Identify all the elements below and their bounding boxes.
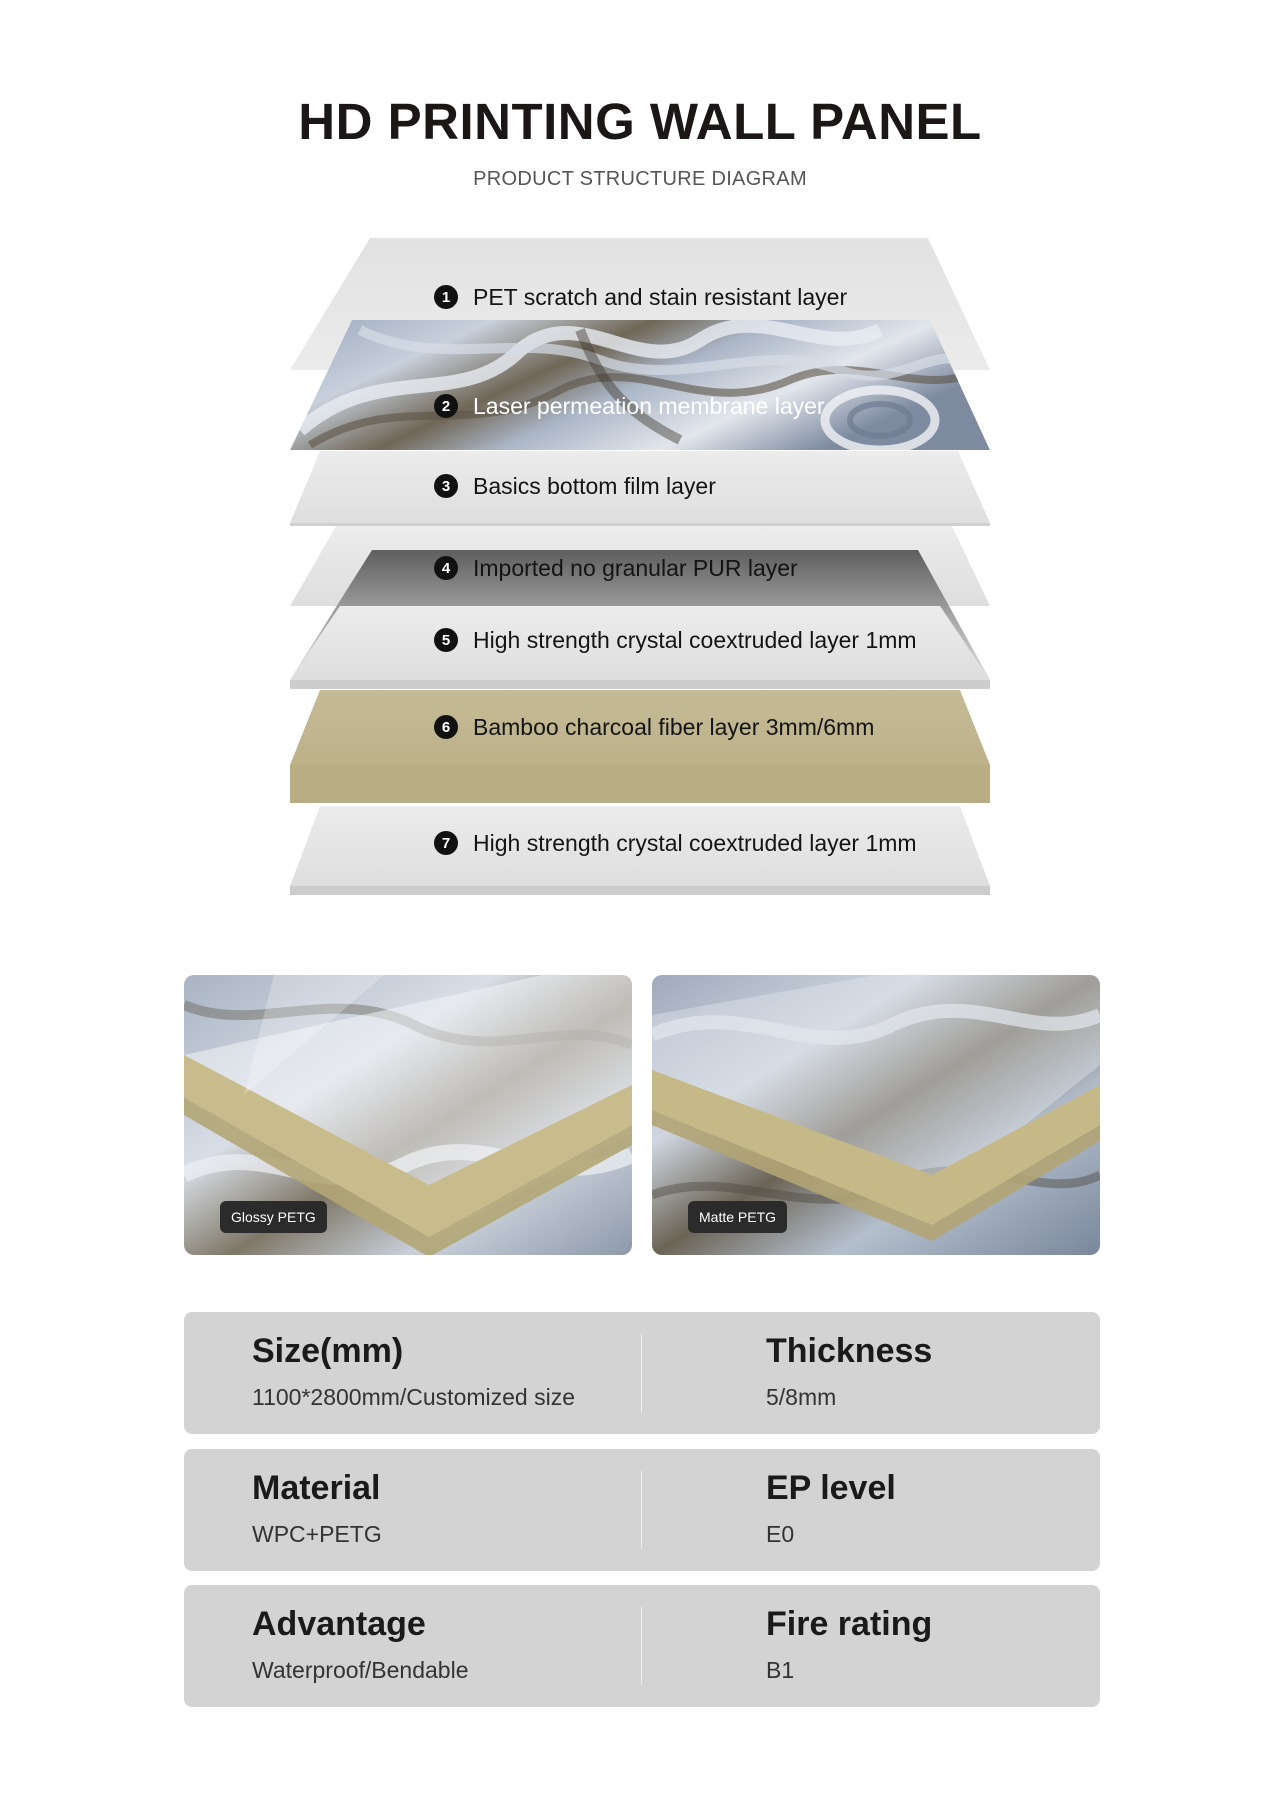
layer-7-label-group: [434, 830, 917, 856]
spec-ep-level-label: EP level: [766, 1469, 896, 1507]
layer-7-number: 7: [441, 835, 451, 852]
spec-material-value: WPC+PETG: [252, 1521, 382, 1547]
layer-4-number: 4: [441, 560, 451, 577]
spec-divider: [641, 1471, 642, 1549]
glossy-badge: Glossy PETG: [220, 1201, 327, 1233]
layer-2-shape: [290, 320, 990, 450]
page-title: HD PRINTING WALL PANEL: [298, 93, 982, 150]
spec-thickness-value: 5/8mm: [766, 1384, 837, 1410]
layer-6-label-group: [434, 714, 874, 740]
spec-row-size-thickness: [184, 1312, 1100, 1434]
layer-3-number: 3: [441, 478, 451, 495]
layer-5-number: 5: [441, 632, 451, 649]
spec-advantage-label: Advantage: [252, 1605, 426, 1643]
layer-6-number: 6: [441, 719, 451, 736]
page-subtitle: PRODUCT STRUCTURE DIAGRAM: [473, 168, 807, 190]
layer-2-label: Laser permeation membrane layer: [473, 393, 825, 419]
layer-5-label-group: [434, 627, 917, 653]
layer-3-label: Basics bottom film layer: [473, 473, 716, 499]
layer-1-label: PET scratch and stain resistant layer: [473, 284, 848, 310]
layer-2-label-group: [434, 393, 825, 419]
layer-1-label-group: [434, 284, 847, 310]
layer-6-label: Bamboo charcoal fiber layer 3mm/6mm: [473, 714, 875, 740]
spec-thickness-label: Thickness: [766, 1332, 933, 1370]
layer-6-shape: [290, 690, 990, 803]
spec-size-value: 1100*2800mm/Customized size: [252, 1384, 576, 1410]
layer-4-label: Imported no granular PUR layer: [473, 555, 798, 581]
spec-size-label: Size(mm): [252, 1332, 404, 1370]
layer-7-label: High strength crystal coextruded layer 1mm: [473, 830, 917, 856]
layer-1-number: 1: [441, 289, 451, 306]
matte-sample-image: [652, 975, 1100, 1255]
spec-fire-rating-label: Fire rating: [766, 1605, 933, 1643]
glossy-sample-image: [184, 975, 632, 1255]
layer-5-label: High strength crystal coextruded layer 1mm: [473, 627, 917, 653]
spec-ep-level-value: E0: [766, 1521, 795, 1547]
spec-fire-rating-value: B1: [766, 1657, 795, 1683]
spec-divider: [641, 1334, 642, 1412]
layer-2-number: 2: [441, 398, 451, 415]
layer-4-label-group: [434, 555, 798, 581]
spec-material-label: Material: [252, 1469, 381, 1507]
spec-row-advantage-fire: [184, 1585, 1100, 1707]
spec-row-material-ep: [184, 1449, 1100, 1571]
matte-badge: Matte PETG: [688, 1201, 787, 1233]
layer-3-label-group: [434, 473, 716, 499]
spec-advantage-value: Waterproof/Bendable: [252, 1657, 469, 1683]
spec-divider: [641, 1607, 642, 1685]
